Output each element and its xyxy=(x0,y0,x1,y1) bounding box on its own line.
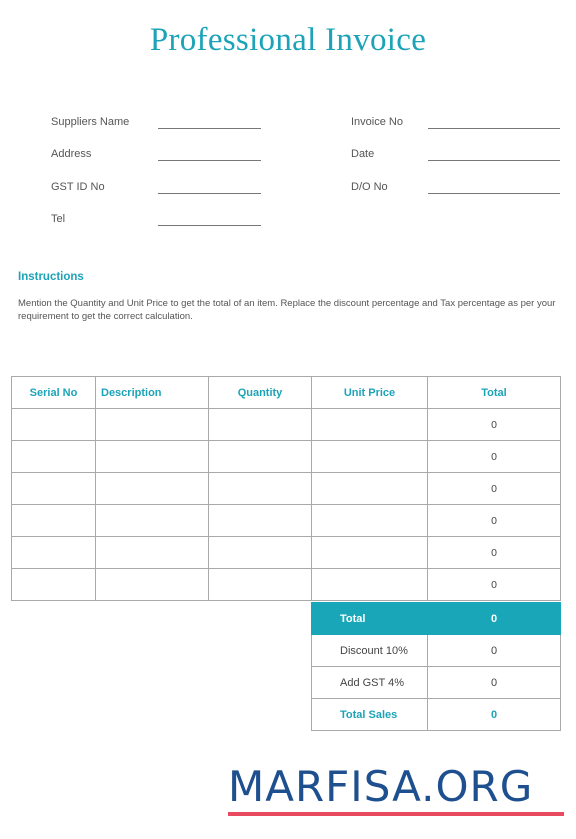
date-field[interactable] xyxy=(428,160,560,161)
do-no-field[interactable] xyxy=(428,193,560,194)
instructions-text: Mention the Quantity and Unit Price to get the total of an item. Replace the discount percentage and Tax percentage as per your requirement to get the correct calculation. xyxy=(18,298,556,322)
logo-underline xyxy=(228,812,564,816)
column-header-serial-no: Serial No xyxy=(12,377,96,409)
unit-price-cell[interactable] xyxy=(312,441,428,473)
quantity-cell[interactable] xyxy=(209,473,312,505)
items-table xyxy=(11,376,561,601)
table-header-row xyxy=(12,377,561,409)
summary-gst-row xyxy=(312,667,561,699)
quantity-cell[interactable] xyxy=(209,409,312,441)
summary-total-value: 0 xyxy=(428,603,561,635)
column-header-quantity: Quantity xyxy=(209,377,312,409)
summary-gst-value: 0 xyxy=(428,667,561,699)
serial-cell[interactable] xyxy=(12,441,96,473)
unit-price-cell[interactable] xyxy=(312,473,428,505)
total-cell: 0 xyxy=(428,409,561,441)
logo-text: MARFISA.ORG xyxy=(228,762,534,811)
table-row xyxy=(12,473,561,505)
serial-cell[interactable] xyxy=(12,569,96,601)
summary-total-sales-row xyxy=(312,699,561,731)
serial-cell[interactable] xyxy=(12,505,96,537)
quantity-cell[interactable] xyxy=(209,505,312,537)
total-cell: 0 xyxy=(428,505,561,537)
unit-price-cell[interactable] xyxy=(312,569,428,601)
invoice-title: Professional Invoice xyxy=(149,22,427,58)
total-cell: 0 xyxy=(428,473,561,505)
serial-cell[interactable] xyxy=(12,473,96,505)
summary-table xyxy=(311,602,561,731)
field-label-suppliers-name: Suppliers Name xyxy=(51,116,130,128)
tel-field[interactable] xyxy=(158,225,261,226)
unit-price-cell[interactable] xyxy=(312,409,428,441)
summary-total-sales-value: 0 xyxy=(428,699,561,731)
unit-price-cell[interactable] xyxy=(312,537,428,569)
summary-total-sales-label: Total Sales xyxy=(312,699,428,731)
suppliers-name-field[interactable] xyxy=(158,128,261,129)
total-cell: 0 xyxy=(428,569,561,601)
address-field[interactable] xyxy=(158,160,261,161)
column-header-description: Description xyxy=(96,377,209,409)
total-cell: 0 xyxy=(428,537,561,569)
summary-discount-label: Discount 10% xyxy=(312,635,428,667)
description-cell[interactable] xyxy=(96,537,209,569)
summary-total-row xyxy=(312,603,561,635)
column-header-unit-price: Unit Price xyxy=(312,377,428,409)
table-row xyxy=(12,505,561,537)
summary-total-label: Total xyxy=(312,603,428,635)
instructions-heading: Instructions xyxy=(18,271,84,283)
description-cell[interactable] xyxy=(96,473,209,505)
marfisa-logo xyxy=(228,762,564,818)
summary-gst-label: Add GST 4% xyxy=(312,667,428,699)
table-row xyxy=(12,537,561,569)
quantity-cell[interactable] xyxy=(209,441,312,473)
table-row xyxy=(12,409,561,441)
total-cell: 0 xyxy=(428,441,561,473)
field-label-address: Address xyxy=(51,148,92,160)
serial-cell[interactable] xyxy=(12,409,96,441)
description-cell[interactable] xyxy=(96,441,209,473)
field-label-do-no: D/O No xyxy=(351,181,388,193)
quantity-cell[interactable] xyxy=(209,569,312,601)
table-row xyxy=(12,569,561,601)
summary-discount-value: 0 xyxy=(428,635,561,667)
description-cell[interactable] xyxy=(96,409,209,441)
column-header-total: Total xyxy=(428,377,561,409)
gst-id-field[interactable] xyxy=(158,193,261,194)
serial-cell[interactable] xyxy=(12,537,96,569)
table-row xyxy=(12,441,561,473)
field-label-gst-id: GST ID No xyxy=(51,181,105,193)
description-cell[interactable] xyxy=(96,505,209,537)
invoice-no-field[interactable] xyxy=(428,128,560,129)
unit-price-cell[interactable] xyxy=(312,505,428,537)
field-label-tel: Tel xyxy=(51,213,66,225)
description-cell[interactable] xyxy=(96,569,209,601)
quantity-cell[interactable] xyxy=(209,537,312,569)
field-label-invoice-no: Invoice No xyxy=(351,116,403,128)
summary-discount-row xyxy=(312,635,561,667)
field-label-date: Date xyxy=(351,148,375,160)
